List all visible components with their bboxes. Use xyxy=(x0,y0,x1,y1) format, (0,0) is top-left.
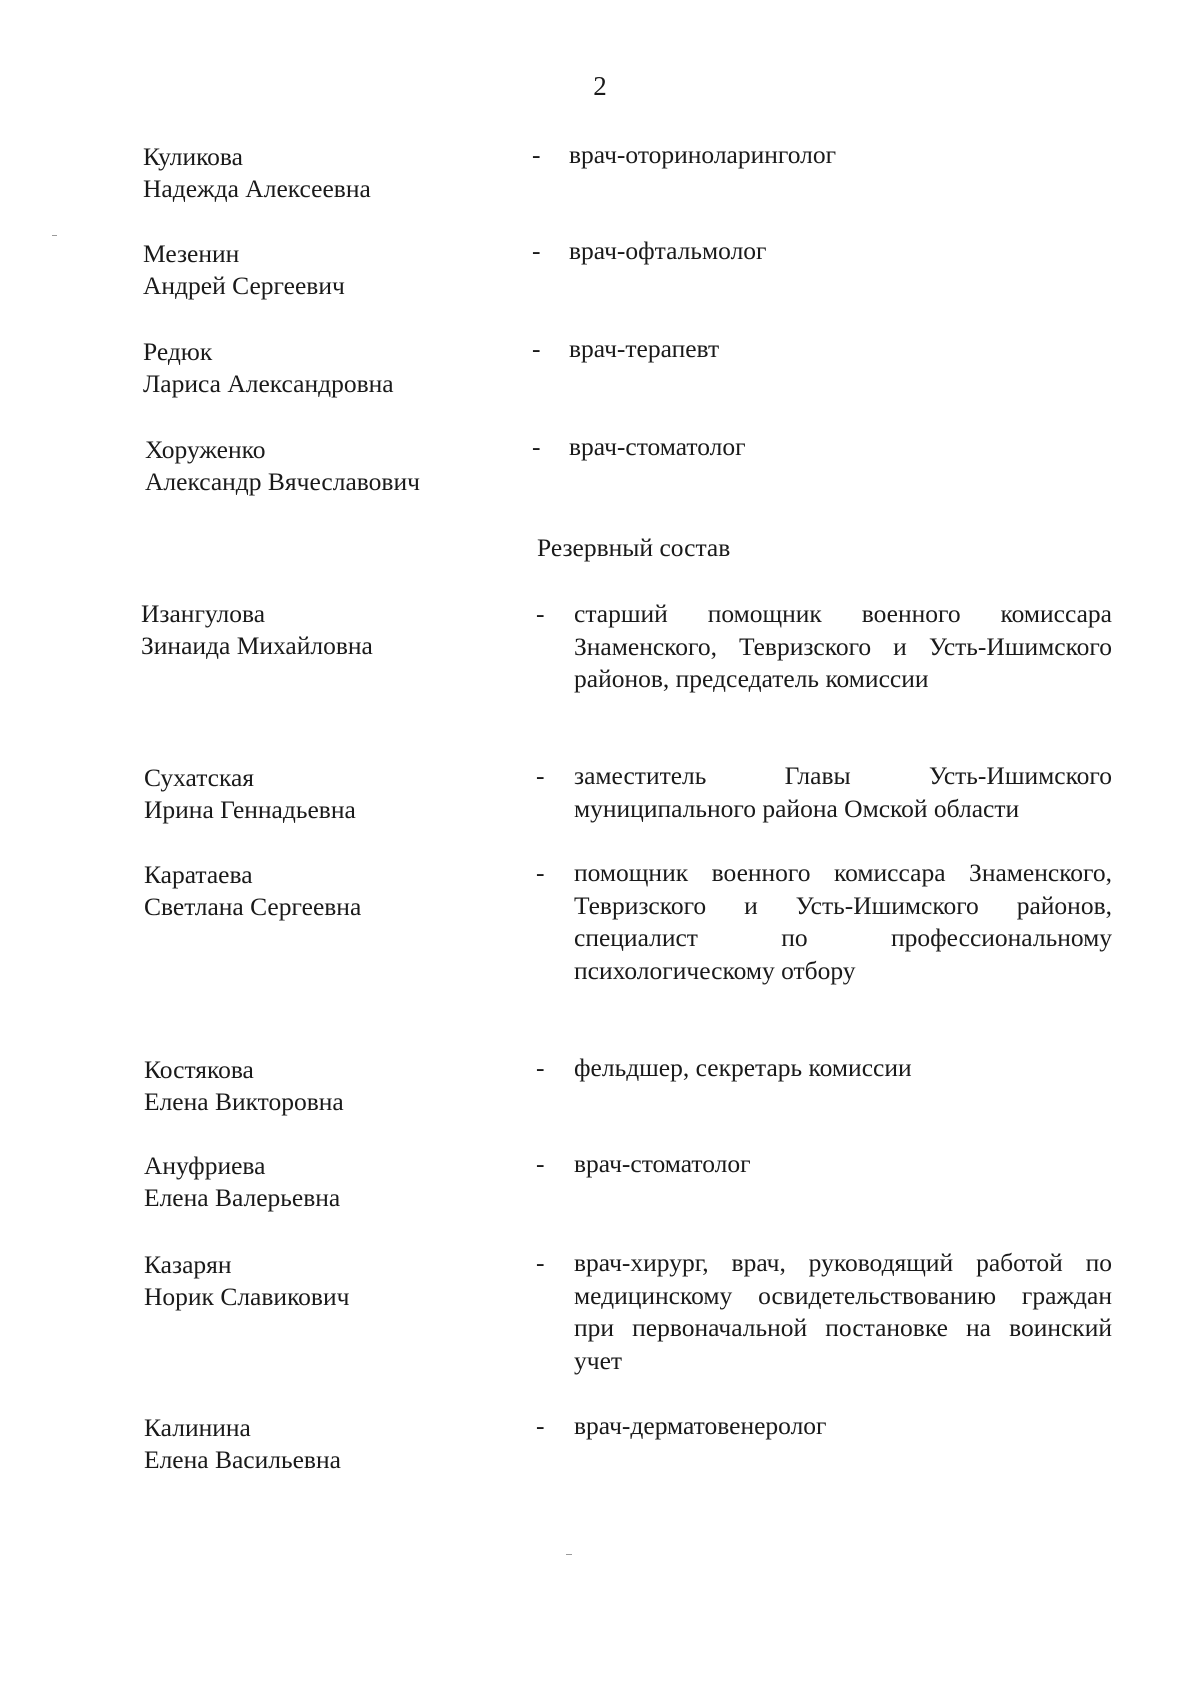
scan-speck xyxy=(52,235,57,236)
member-role: врач-стоматолог xyxy=(569,432,746,461)
member-given-names: Андрей Сергеевич xyxy=(143,271,345,300)
member-role: врач-хирург, врач, руководящий работой по медицинскому освидетельствованию граждан при первоначальной постановке на воинский учет xyxy=(574,1248,1112,1375)
list-dash: - xyxy=(536,1053,545,1082)
member-surname: Хоруженко xyxy=(145,435,266,464)
member-name xyxy=(143,141,503,205)
member-surname: Казарян xyxy=(144,1250,232,1279)
member-role: заместитель Главы Усть-Ишимского муниципального района Омской области xyxy=(574,761,1112,823)
member-surname: Редюк xyxy=(143,337,213,366)
member-name xyxy=(144,762,504,826)
reserve-section-title: Резервный состав xyxy=(537,533,731,562)
member-given-names: Зинаида Михайловна xyxy=(141,631,373,660)
member-surname: Калинина xyxy=(144,1413,251,1442)
member-surname: Куликова xyxy=(143,142,243,171)
member-role: врач-стоматолог xyxy=(574,1149,751,1178)
list-dash: - xyxy=(536,599,545,628)
list-dash: - xyxy=(536,1411,545,1440)
member-role: врач-терапевт xyxy=(569,334,720,363)
member-given-names: Елена Васильевна xyxy=(144,1445,341,1474)
member-name xyxy=(141,598,501,662)
list-dash: - xyxy=(532,140,541,169)
member-role: врач-дерматовенеролог xyxy=(574,1411,827,1440)
member-surname: Ануфриева xyxy=(144,1151,266,1180)
list-dash: - xyxy=(532,334,541,363)
member-given-names: Надежда Алексеевна xyxy=(143,174,371,203)
list-dash: - xyxy=(536,1149,545,1178)
member-given-names: Норик Славикович xyxy=(144,1282,350,1311)
member-given-names: Лариса Александровна xyxy=(143,369,394,398)
member-name xyxy=(145,434,505,498)
member-name xyxy=(144,1412,504,1476)
member-role: врач-офтальмолог xyxy=(569,236,767,265)
list-dash: - xyxy=(536,858,545,887)
list-dash: - xyxy=(532,432,541,461)
list-dash: - xyxy=(536,761,545,790)
member-given-names: Ирина Геннадьевна xyxy=(144,795,356,824)
member-name xyxy=(144,859,504,923)
member-surname: Мезенин xyxy=(143,239,240,268)
member-name xyxy=(144,1150,504,1214)
page-number: 2 xyxy=(593,71,607,101)
member-given-names: Елена Валерьевна xyxy=(144,1183,341,1212)
list-dash: - xyxy=(532,236,541,265)
member-name xyxy=(144,1249,504,1313)
member-given-names: Александр Вячеславович xyxy=(145,467,420,496)
member-role: врач-оториноларинголог xyxy=(569,140,837,169)
member-role: помощник военного комиссара Знаменского, Тевризского и Усть-Ишимского районов, специалист по профессиональному психологическому отбору xyxy=(574,858,1112,985)
member-given-names: Елена Викторовна xyxy=(144,1087,344,1116)
member-name xyxy=(143,336,503,400)
member-surname: Каратаева xyxy=(144,860,253,889)
list-dash: - xyxy=(536,1248,545,1277)
member-role: фельдшер, секретарь комиссии xyxy=(574,1053,912,1082)
member-name xyxy=(143,238,503,302)
member-role: старший помощник военного комиссара Знаменского, Тевризского и Усть-Ишимского районов, председатель комиссии xyxy=(574,599,1112,693)
member-name xyxy=(144,1054,504,1118)
member-given-names: Светлана Сергеевна xyxy=(144,892,362,921)
member-surname: Сухатская xyxy=(144,763,255,792)
scan-speck xyxy=(566,1554,572,1555)
member-surname: Изангулова xyxy=(141,599,266,628)
member-surname: Костякова xyxy=(144,1055,254,1084)
